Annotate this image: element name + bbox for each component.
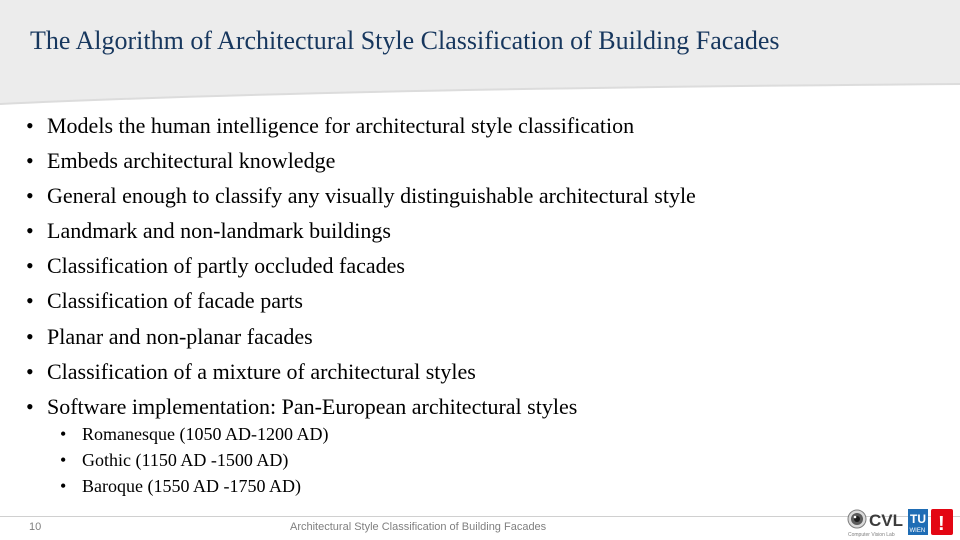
page-number: 10 bbox=[29, 521, 42, 533]
bullet-item bbox=[26, 354, 696, 389]
sub-bullet-list bbox=[60, 421, 328, 499]
bullet-item bbox=[26, 389, 696, 424]
sub-bullet-item bbox=[60, 421, 328, 447]
bullet-dot: • bbox=[26, 393, 34, 419]
bullet-dot: • bbox=[26, 113, 34, 138]
bullet-item bbox=[26, 319, 696, 354]
tu-wien-icon bbox=[908, 509, 928, 535]
bullet-list bbox=[26, 108, 696, 424]
sub-bullet-item bbox=[60, 473, 328, 499]
footer-divider bbox=[0, 516, 960, 517]
bullet-text: Software implementation: Pan-European architectural styles bbox=[47, 393, 578, 419]
bullet-dot: • bbox=[26, 253, 34, 279]
svg-text:!: ! bbox=[938, 513, 945, 535]
bullet-text: Models the human intelligence for architectural style classification bbox=[47, 113, 635, 138]
cvl-wordmark: CVL bbox=[869, 511, 903, 530]
bullet-text: Classification of a mixture of architectural styles bbox=[47, 358, 476, 384]
sub-bullet-text: Romanesque (1050 AD-1200 AD) bbox=[82, 424, 329, 444]
bullet-dot: • bbox=[26, 148, 34, 174]
slide-title: The Algorithm of Architectural Style Classification of Building Facades bbox=[30, 26, 780, 55]
bullet-dot: • bbox=[26, 183, 34, 209]
cvl-subtitle: Computer Vision Lab bbox=[848, 532, 895, 538]
bullet-text: General enough to classify any visually distinguishable architectural style bbox=[47, 183, 696, 209]
svg-text:WIEN: WIEN bbox=[909, 528, 926, 534]
bullet-item bbox=[26, 283, 696, 318]
bullet-dot: • bbox=[26, 323, 34, 349]
alert-icon bbox=[931, 509, 953, 535]
bullet-text: Planar and non-planar facades bbox=[47, 323, 313, 349]
bullet-item bbox=[26, 143, 696, 178]
bullet-dot: • bbox=[26, 218, 34, 244]
bullet-item bbox=[26, 178, 696, 213]
sub-bullet-dot: • bbox=[60, 476, 67, 496]
bullet-item bbox=[26, 108, 696, 143]
sub-bullet-dot: • bbox=[60, 450, 67, 470]
footer-caption: Architectural Style Classification of Building Facades bbox=[290, 521, 547, 533]
bullet-text: Embeds architectural knowledge bbox=[47, 148, 336, 174]
bullet-item bbox=[26, 213, 696, 248]
bullet-dot: • bbox=[26, 288, 34, 314]
bullet-item bbox=[26, 248, 696, 283]
sub-bullet-dot: • bbox=[60, 424, 67, 444]
cvl-tu-wien-logo bbox=[846, 506, 956, 538]
eye-icon bbox=[848, 510, 866, 528]
bullet-text: Classification of facade parts bbox=[47, 288, 303, 314]
bullet-dot: • bbox=[26, 358, 34, 384]
sub-bullet-item bbox=[60, 447, 328, 473]
svg-text:TU: TU bbox=[910, 512, 926, 526]
bullet-text: Landmark and non-landmark buildings bbox=[47, 218, 391, 244]
sub-bullet-text: Gothic (1150 AD -1500 AD) bbox=[82, 450, 289, 470]
sub-bullet-text: Baroque (1550 AD -1750 AD) bbox=[82, 476, 301, 496]
bullet-text: Classification of partly occluded facades bbox=[47, 253, 405, 279]
